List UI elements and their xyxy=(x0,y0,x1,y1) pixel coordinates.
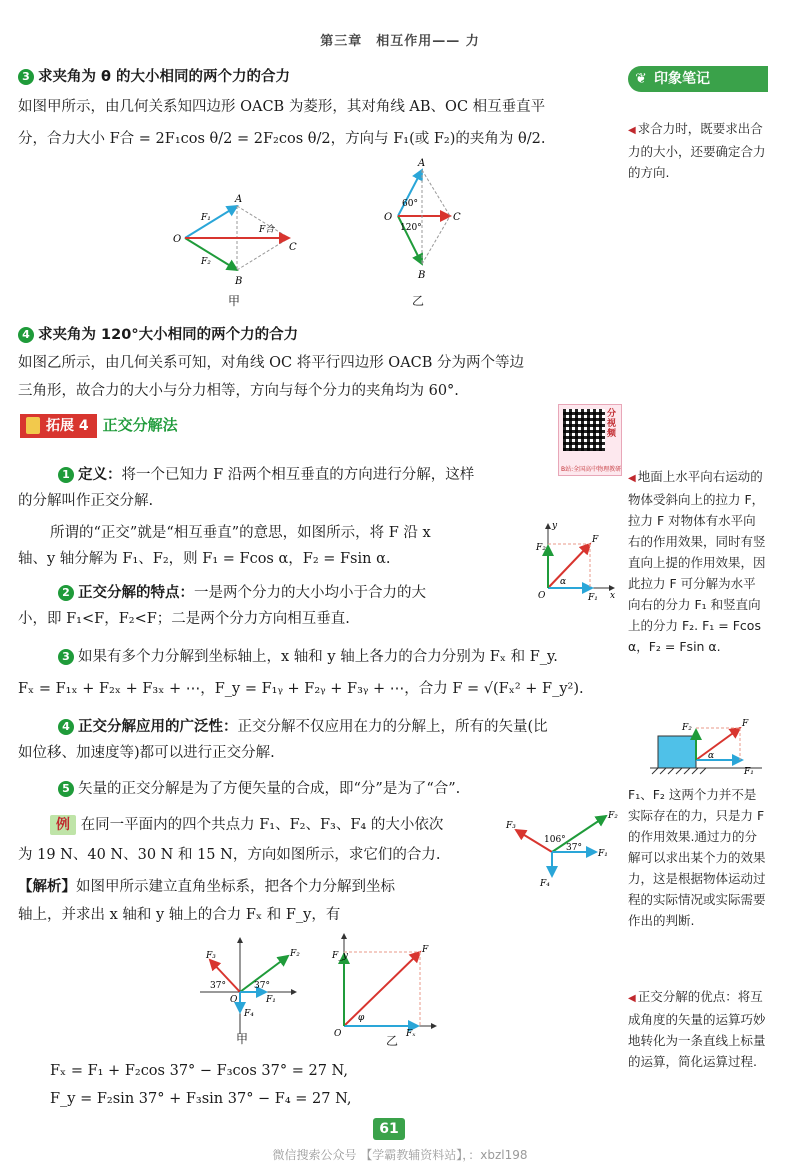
triangle-icon: ◀ xyxy=(628,125,636,136)
svg-text:x: x xyxy=(610,591,616,601)
svg-text:Fₓ: Fₓ xyxy=(406,1029,416,1039)
diagram-four-forces xyxy=(504,806,616,888)
svg-text:F₂: F₂ xyxy=(290,949,300,959)
number-badge: 4 xyxy=(58,719,74,735)
svg-text:F₂: F₂ xyxy=(201,257,211,267)
svg-text:C: C xyxy=(453,212,461,223)
svg-text:106°: 106° xyxy=(544,835,566,845)
svg-text:α: α xyxy=(560,577,567,587)
diagram-block-pull xyxy=(650,712,762,780)
svg-text:O: O xyxy=(384,212,393,223)
number-badge: 5 xyxy=(58,781,74,797)
diagram-120-yi xyxy=(370,158,470,294)
svg-text:60°: 60° xyxy=(402,199,418,209)
diagram-solution-jia xyxy=(196,934,300,1038)
svg-text:F₁: F₁ xyxy=(588,593,598,603)
section-4-line-1: 如图乙所示，由几何关系可知，对角线 OC 将平行四边形 OACB 分为两个等边 xyxy=(18,355,525,371)
svg-text:F₁: F₁ xyxy=(201,213,211,223)
page-number: 61 xyxy=(373,1118,405,1140)
figure-label-solution-jia: 甲 xyxy=(236,1032,249,1046)
side-note-1: ◀ 求合力时，既要求出合力的大小，还要确定合力的方向. xyxy=(628,121,766,180)
svg-text:F₃: F₃ xyxy=(206,951,216,961)
svg-text:B: B xyxy=(235,276,243,287)
figure-label-jia: 甲 xyxy=(228,294,241,308)
qr-bottom-label: B站:全国高中物理教研 xyxy=(561,466,622,473)
point-4-line-1: 4 正交分解应用的广泛性：正交分解不仅应用在力的分解上，所有的矢量(比 xyxy=(58,714,618,740)
section-3-line-2: 分，合力大小 F合 = 2F₁cos θ/2 = 2F₂cos θ/2，方向与 F₁(或 F₂)的夹角为 θ/2. xyxy=(18,131,546,147)
point-5-line-1: 5 矢量的正交分解是为了方便矢量的合成，即“分”是为了“合”. xyxy=(58,776,618,802)
number-badge: 3 xyxy=(18,69,34,85)
svg-text:120°: 120° xyxy=(400,223,422,233)
svg-text:F₂: F₂ xyxy=(536,543,546,553)
section-3-title: 3 求夹角为 θ 的大小相同的两个力的合力 xyxy=(18,64,618,90)
svg-text:O: O xyxy=(538,591,546,601)
elephant-icon: ❦ xyxy=(635,71,647,87)
svg-text:F₁: F₁ xyxy=(744,767,754,777)
definition-line-2: 轴、y 轴分解为 F₁、F₂，则 F₁ = Fcos α，F₂ = Fsin α. xyxy=(18,551,391,567)
notes-tag-title: 印象笔记 xyxy=(654,71,710,87)
chapter-header: 第三章 相互作用—— 力 xyxy=(320,34,480,49)
example-badge: 例 xyxy=(50,815,76,835)
svg-text:F₂: F₂ xyxy=(682,723,692,733)
svg-text:37°: 37° xyxy=(566,843,582,853)
expand-heading xyxy=(20,414,178,440)
side-note-4: ◀ 正交分解的优点：将互成角度的矢量的运算巧妙地转化为一条直线上标量的运算，简化运算过程. xyxy=(628,989,766,1069)
point-2-line-1: 2 正交分解的特点：一是两个分力的大小均小于合力的大 xyxy=(58,580,498,606)
diagram-solution-yi xyxy=(322,930,440,1038)
solution-line-2: 轴上，并求出 x 轴和 y 轴上的合力 Fₓ 和 F_y，有 xyxy=(18,907,341,923)
definition-line-1: 所谓的“正交”就是“相互垂直”的意思，如图所示，将 F 沿 x xyxy=(50,525,431,541)
svg-text:F: F xyxy=(592,535,599,545)
svg-text:F₃: F₃ xyxy=(506,821,516,831)
diagram-orthogonal-decomposition xyxy=(510,518,618,604)
side-note-2: ◀ 地面上水平向右运动的物体受斜向上的拉力 F，拉力 F 对物体有水平向右的作用效果，同时有竖直向上提的作用效果，因此拉力 F 可分解为水平向右的分力 F₁ 和竖直向上的分力 F₂. F₁ = Fcos α，F₂ = Fsin α. xyxy=(628,469,766,654)
solution-line-1: 【解析】如图甲所示建立直角坐标系，把各个力分解到坐标 xyxy=(18,879,395,895)
svg-text:F₄: F₄ xyxy=(244,1009,254,1019)
svg-text:C: C xyxy=(289,242,297,253)
triangle-icon: ◀ xyxy=(628,993,636,1004)
solution-head: 【解析】 xyxy=(18,879,76,895)
section-3-line-1: 如图甲所示，由几何关系知四边形 OACB 为菱形，其对角线 AB、OC 相互垂直平 xyxy=(18,99,546,115)
point-1-line-1: 1 定义：将一个已知力 F 沿两个相互垂直的方向进行分解，这样 xyxy=(58,462,618,488)
point-1-line-2: 的分解叫作正交分解. xyxy=(18,493,154,509)
book-icon xyxy=(26,417,40,434)
figure-label-solution-yi: 乙 xyxy=(386,1034,399,1048)
point-3-line-2: Fₓ = F₁ₓ + F₂ₓ + F₃ₓ + ⋯，F_y = F₁ᵧ + F₂ᵧ + F₃ᵧ + ⋯，合力 F = √(Fₓ² + F_y²). xyxy=(18,681,584,697)
svg-text:F_y: F_y xyxy=(332,951,348,961)
number-badge: 2 xyxy=(58,585,74,601)
equation-fy: F_y = F₂sin 37° + F₃sin 37° − F₄ = 27 N, xyxy=(50,1091,352,1107)
example-line-1: 例 在同一平面内的四个共点力 F₁、F₂、F₃、F₄ 的大小依次 xyxy=(50,812,490,838)
point-2-line-2: 小，即 F₁<F，F₂<F；二是两个分力方向相互垂直. xyxy=(18,611,350,627)
notes-tag xyxy=(628,66,768,92)
qr-side-label: 分视频 xyxy=(607,409,617,439)
svg-text:F: F xyxy=(422,945,429,955)
svg-text:A: A xyxy=(418,158,426,169)
diagram-rhombus-jia xyxy=(165,192,305,304)
equation-fx: Fₓ = F₁ + F₂cos 37° − F₃cos 37° = 27 N, xyxy=(50,1063,348,1079)
svg-text:O: O xyxy=(173,234,182,245)
qr-code-icon xyxy=(563,409,605,451)
example-line-2: 为 19 N、40 N、30 N 和 15 N，方向如图所示，求它们的合力. xyxy=(18,847,441,863)
footer-watermark: 微信搜索公众号 【学霸教辅资料站】，：xbzl198 xyxy=(272,1148,528,1162)
number-badge: 3 xyxy=(58,649,74,665)
svg-text:F₁: F₁ xyxy=(598,849,608,859)
point-4-line-2: 如位移、加速度等)都可以进行正交分解. xyxy=(18,745,275,761)
section-4-title: 4 求夹角为 120°大小相同的两个力的合力 xyxy=(18,322,618,348)
svg-text:F合: F合 xyxy=(259,225,275,235)
side-note-3: F₁、F₂ 这两个力并不是实际存在的力，只是力 F 的作用效果.通过力的分解可以求出某个力的效果力，这是根据物体运动过程的实际情况或实际需要作出的判断. xyxy=(628,787,766,928)
triangle-icon: ◀ xyxy=(628,473,636,484)
svg-text:F₁: F₁ xyxy=(266,995,276,1005)
svg-text:37°: 37° xyxy=(210,981,226,991)
svg-text:A: A xyxy=(235,194,243,205)
svg-text:F: F xyxy=(742,719,749,729)
section-4-line-2: 三角形，故合力的大小与分力相等，方向与每个分力的夹角均为 60°. xyxy=(18,383,459,399)
svg-text:B: B xyxy=(418,270,426,281)
svg-text:α: α xyxy=(708,751,715,761)
svg-text:F₄: F₄ xyxy=(540,879,550,889)
figure-label-yi: 乙 xyxy=(412,294,425,308)
svg-text:37°: 37° xyxy=(254,981,270,991)
svg-text:O: O xyxy=(334,1029,342,1039)
point-3-line-1: 3 如果有多个力分解到坐标轴上，x 轴和 y 轴上各力的合力分别为 Fₓ 和 F_y. xyxy=(58,644,618,670)
expand-label: 拓展 4 xyxy=(20,414,97,438)
expand-title: 正交分解法 xyxy=(102,416,178,434)
svg-text:F₂: F₂ xyxy=(608,811,618,821)
svg-text:φ: φ xyxy=(358,1013,365,1023)
number-badge: 4 xyxy=(18,327,34,343)
svg-text:O: O xyxy=(230,995,238,1005)
svg-text:y: y xyxy=(552,521,558,531)
number-badge: 1 xyxy=(58,467,74,483)
